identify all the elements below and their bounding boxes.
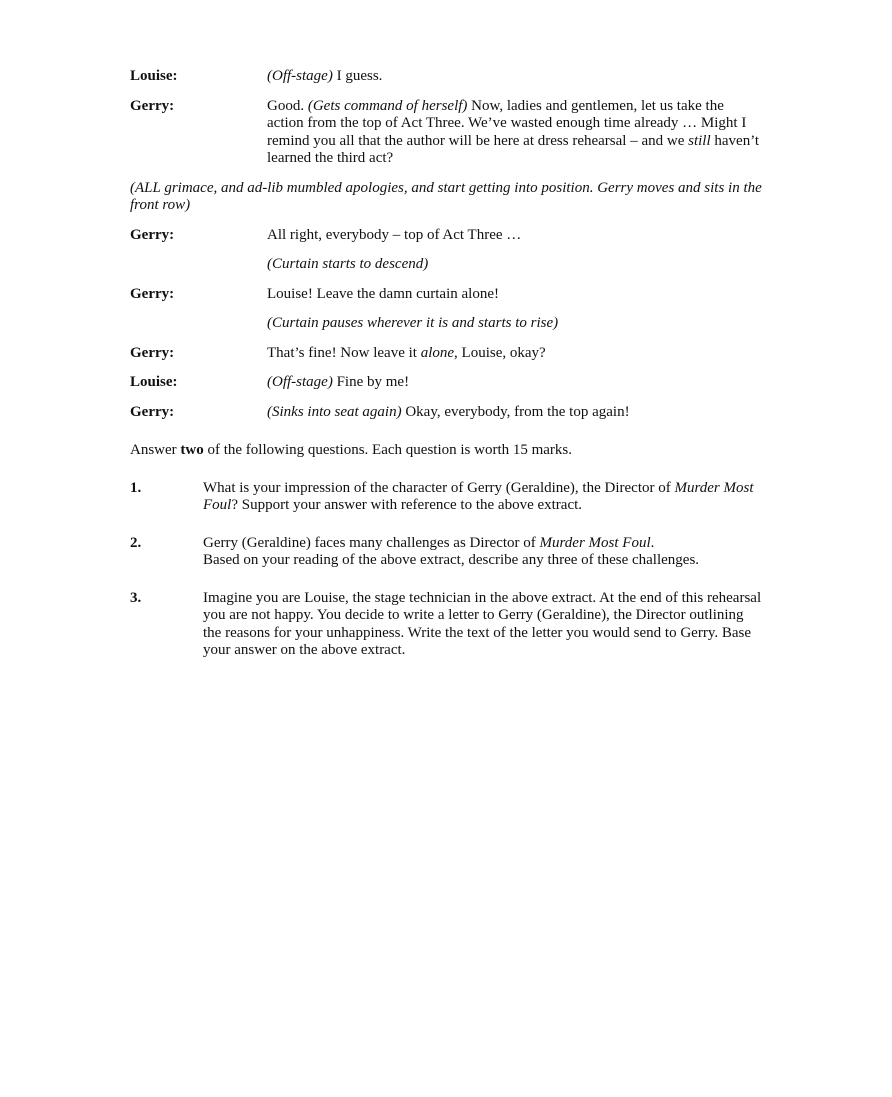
dialogue-text: All right, everybody – top of Act Three … bbox=[267, 226, 522, 243]
speaker-name: Louise: bbox=[130, 374, 178, 390]
question-number: 2. bbox=[130, 534, 142, 551]
stage-direction: (Curtain pauses wherever it is and starts to rise) bbox=[267, 315, 559, 331]
speaker-name: Gerry: bbox=[130, 226, 175, 243]
dialogue-line-louise-1 bbox=[130, 68, 762, 86]
dialogue-line-gerry-4 bbox=[130, 345, 762, 363]
exam-instructions: Answer two of the following questions. Each question is worth 15 marks. bbox=[130, 442, 573, 458]
dialogue-text: That’s fine! Now leave it alone, Louise, okay? bbox=[267, 344, 546, 361]
question-text: What is your impression of the character of Gerry (Geraldine), the Director of Murder Most Foul? Support your answer with reference to the above extract. bbox=[203, 479, 754, 513]
question-2 bbox=[130, 535, 762, 570]
dialogue-line-louise-2 bbox=[130, 374, 762, 392]
stage-direction: (Gets command of herself) bbox=[307, 97, 468, 114]
stage-direction: (Curtain starts to descend) bbox=[267, 256, 429, 272]
question-3 bbox=[130, 590, 762, 660]
stage-direction: (Sinks into seat again) bbox=[267, 403, 402, 420]
stage-direction: (Off-stage) bbox=[267, 68, 333, 84]
stage-direction: (Off-stage) bbox=[267, 374, 333, 390]
dialogue-text: Louise! Leave the damn curtain alone! bbox=[267, 285, 499, 302]
play-title: Murder Most Foul bbox=[539, 534, 651, 551]
question-text: Gerry (Geraldine) faces many challenges as Director of Murder Most Foul. Based on your reading of the above extract, describe any three of these challenges. bbox=[203, 534, 700, 568]
dialogue-line-gerry-3 bbox=[130, 286, 762, 304]
dialogue-line-gerry-2 bbox=[130, 227, 762, 245]
stage-direction-block: (ALL grimace, and ad-lib mumbled apologies, and start getting into position. Gerry moves and sits in the front row) bbox=[130, 179, 762, 213]
stage-direction-line-1 bbox=[130, 256, 762, 274]
speaker-name: Louise: bbox=[130, 68, 178, 84]
emphasis: still bbox=[688, 132, 711, 149]
speaker-name: Gerry: bbox=[130, 97, 175, 114]
dialogue-text: (Off-stage) Fine by me! bbox=[267, 374, 410, 390]
question-1 bbox=[130, 480, 762, 515]
speaker-name: Gerry: bbox=[130, 344, 175, 361]
question-number: 1. bbox=[130, 479, 142, 496]
speaker-name: Gerry: bbox=[130, 285, 175, 302]
dialogue-text: (Sinks into seat again) Okay, everybody, from the top again! bbox=[267, 403, 630, 420]
question-number: 3. bbox=[130, 589, 142, 606]
speaker-name: Gerry: bbox=[130, 403, 175, 420]
question-text: Imagine you are Louise, the stage technician in the above extract. At the end of this rehearsal you are not happy. You decide to write a letter to Gerry (Geraldine), the Director outlining the reasons for your unhappiness. Write the text of the letter you would send to Gerry. Base your answer on the above extract. bbox=[203, 589, 762, 658]
exam-page bbox=[130, 68, 762, 660]
dialogue-line-gerry-5 bbox=[130, 404, 762, 422]
dialogue-text: (Off-stage) I guess. bbox=[267, 68, 383, 84]
stage-direction-line-2 bbox=[130, 315, 762, 333]
play-title: Murder Most Foul bbox=[203, 479, 754, 513]
dialogue-line-gerry-1 bbox=[130, 98, 762, 168]
emphasis: alone bbox=[420, 344, 455, 361]
dialogue-text: Good. (Gets command of herself) Now, ladies and gentlemen, let us take the action from the top of Act Three. We’ve wasted enough time already … Might I remind you all that the author will be here at dress rehearsal – and we still haven’t learned the third act? bbox=[267, 97, 760, 166]
